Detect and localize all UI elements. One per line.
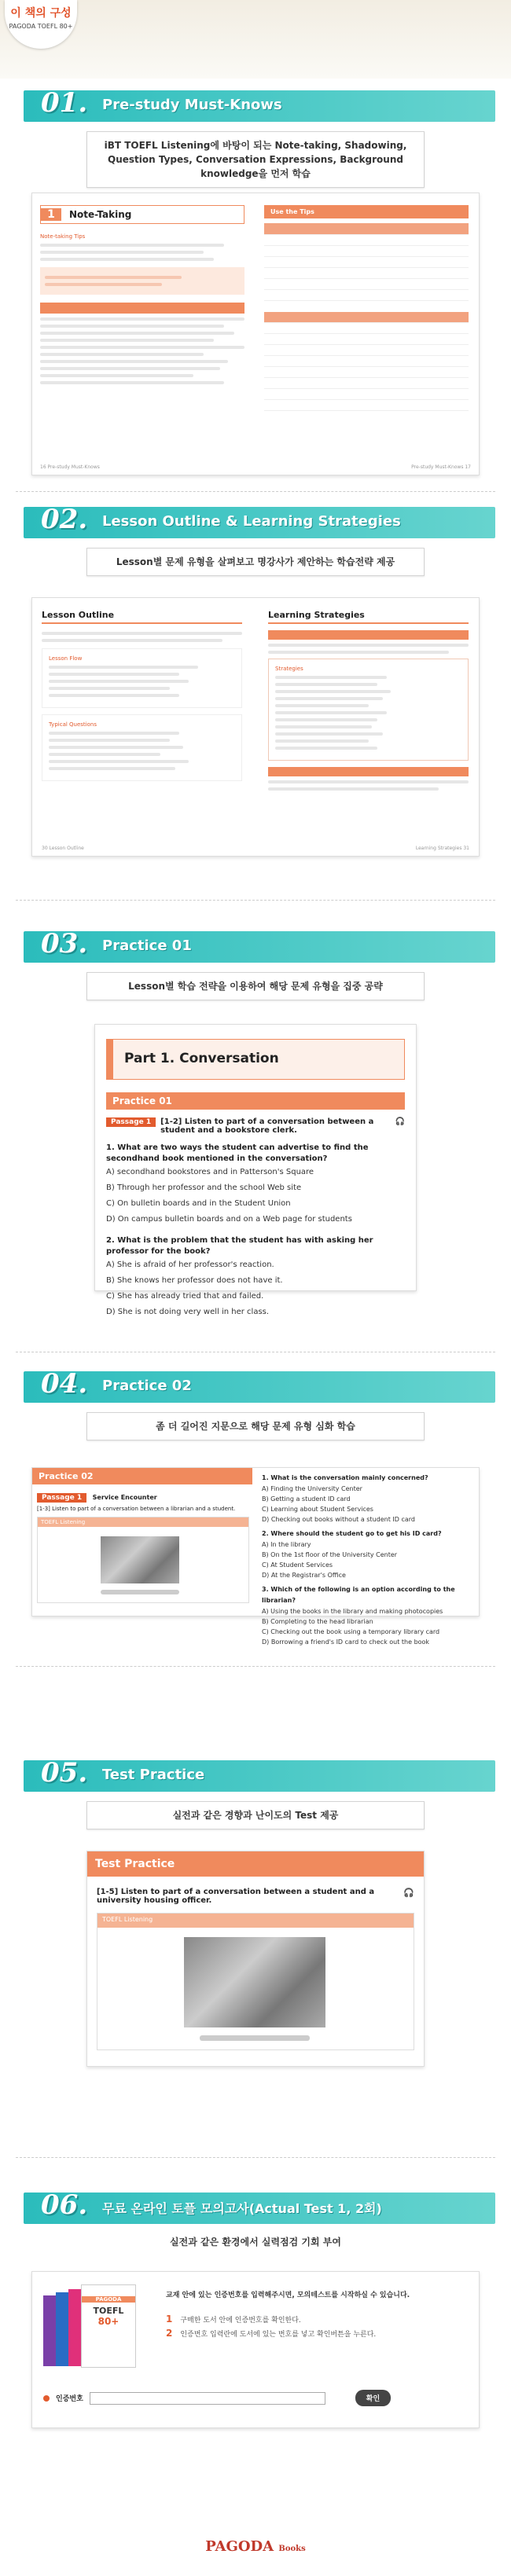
choice[interactable]: D) Checking out books without a student ID card (262, 1516, 415, 1523)
section-title: Practice 01 (102, 938, 192, 954)
section-number: 04. (41, 1368, 88, 1400)
section-description: Lesson별 문제 유형을 살펴보고 명강사가 제안하는 학습전략 제공 (86, 548, 425, 576)
section-number: 03. (41, 928, 88, 960)
sample-page (94, 1024, 417, 1316)
section-banner (24, 87, 495, 122)
section-title: Pre-study Must-Knows (102, 97, 282, 113)
choice[interactable]: D) On campus bulletin boards and on a Web page for students (106, 1215, 352, 1224)
section-number: 01. (41, 87, 88, 119)
confirm-button[interactable]: 확인 (355, 2390, 391, 2406)
choice[interactable]: B) On the 1st floor of the University Center (262, 1551, 398, 1558)
cover-header (0, 0, 511, 79)
right-heading: Use the Tips (264, 205, 469, 218)
part-title: Part 1. Conversation (124, 1051, 279, 1066)
audio-icon[interactable]: 🎧 (403, 1888, 414, 1898)
section-banner (24, 2189, 495, 2224)
choice[interactable]: B) She knows her professor does not have it. (106, 1276, 283, 1285)
sample-spread (31, 597, 480, 857)
passage-label: Passage 1 (37, 1493, 86, 1503)
choice[interactable]: C) At Student Services (262, 1561, 333, 1569)
book-title: TOEFL (93, 2306, 124, 2316)
step-1: 구매한 도서 안에 인증번호를 확인한다. (180, 2316, 301, 2325)
sample-spread (31, 193, 480, 475)
code-input[interactable] (90, 2392, 325, 2405)
section-description: Lesson별 학습 전략을 이용하여 해당 문제 유형을 집중 공략 (86, 972, 425, 1000)
section-description: 좀 더 길어진 지문으로 해당 문제 유형 심화 학습 (86, 1412, 425, 1440)
footer-left: 16 Pre-study Must-Knows (40, 464, 100, 470)
choice[interactable]: D) She is not doing very well in her class. (106, 1308, 270, 1316)
section-number: 05. (41, 1757, 88, 1789)
passage-prompt: [1-5] Listen to part of a conversation between a student and a university housing officer. (97, 1888, 375, 1905)
step-2: 인증번호 입력란에 도서에 있는 번호를 넣고 확인버튼을 누른다. (180, 2330, 377, 2339)
choice[interactable]: A) Finding the University Center (262, 1485, 362, 1492)
choice[interactable]: B) Completing to the head librarian (262, 1618, 373, 1625)
audio-icon[interactable]: 🎧 (395, 1117, 405, 1126)
footer-left: 30 Lesson Outline (42, 846, 84, 851)
divider (16, 900, 495, 901)
passage-prompt: [1-3] Listen to part of a conversation between a librarian and a student. (37, 1506, 236, 1512)
typical-questions-label: Typical Questions (49, 721, 97, 728)
choice[interactable]: A) Using the books in the library and making photocopies (262, 1608, 443, 1615)
strategies-label: Strategies (275, 666, 303, 672)
question-2: 2. What is the problem that the student has with asking her professor for the book? (106, 1236, 373, 1256)
footer-right: Pre-study Must-Knows 17 (411, 464, 471, 470)
choice[interactable]: B) Getting a student ID card (262, 1495, 351, 1503)
choice[interactable]: C) She has already tried that and failed. (106, 1292, 264, 1301)
panel-label: TOEFL Listening (38, 1517, 248, 1527)
panel-label: TOEFL Listening (97, 1914, 414, 1928)
brand-label: PAGODA TOEFL 80+ (9, 23, 73, 30)
footer-right: Learning Strategies 31 (415, 846, 469, 851)
sample-page (86, 1851, 425, 2067)
passage-label: Passage 1 (106, 1117, 156, 1127)
title-badge (5, 0, 77, 49)
choice[interactable]: C) Learning about Student Services (262, 1506, 373, 1513)
chapter-number: 1 (41, 208, 61, 221)
audio-progress-bar[interactable] (200, 2035, 310, 2041)
section-number: 02. (41, 504, 88, 535)
book-score: 80+ (97, 2316, 119, 2327)
section-banner (24, 928, 495, 963)
bullet-icon (43, 2395, 50, 2402)
divider (16, 491, 495, 492)
question-1: 1. What is the conversation mainly concerned? (262, 1474, 428, 1481)
choice[interactable]: C) Checking out the book using a temporary library card (262, 1628, 440, 1635)
question-2: 2. Where should the student go to get his ID card? (262, 1530, 442, 1537)
passage-name: Service Encounter (92, 1494, 157, 1501)
divider (16, 2157, 495, 2158)
notice-text: 교재 안에 있는 인증번호를 입력해주시면, 모의테스트를 시작하실 수 있습니다. (166, 2292, 410, 2299)
book-brand: PAGODA (82, 2296, 135, 2303)
book-covers (43, 2281, 142, 2376)
choice[interactable]: A) secondhand bookstores and in Patterson's Square (106, 1168, 314, 1176)
lesson-flow-label: Lesson Flow (49, 655, 83, 662)
choice[interactable]: D) Borrowing a friend's ID card to check out the book (262, 1638, 430, 1646)
question-1: 1. What are two ways the student can advertise to find the secondhand book mentioned in the conversation? (106, 1143, 369, 1163)
choice[interactable]: B) Through her professor and the school Web site (106, 1183, 302, 1192)
section-description: 실전과 같은 경향과 난이도의 Test 제공 (86, 1801, 425, 1829)
practice-title: Practice 01 (106, 1092, 405, 1110)
section-title: Test Practice (102, 1767, 205, 1783)
section-description: iBT TOEFL Listening에 바탕이 되는 Note-taking, Shadowing, Question Types, Conversation Expressions, Background knowledge을 먼저 학습 (86, 131, 425, 188)
audio-progress-bar[interactable] (101, 1590, 179, 1594)
footer-brand: PAGODA (205, 2538, 274, 2555)
page-title: 이 책의 구성 (10, 7, 72, 20)
practice-title: Practice 02 (32, 1468, 252, 1484)
chapter-heading: Note-Taking (69, 209, 132, 220)
outline-title: Lesson Outline (42, 610, 242, 624)
section-banner (24, 1757, 495, 1792)
code-label: 인증번호 (56, 2395, 83, 2403)
section-banner (24, 1368, 495, 1403)
footer-sub: Books (278, 2545, 306, 2553)
section-number: 06. (41, 2189, 88, 2221)
section-title: Practice 02 (102, 1378, 192, 1394)
choice[interactable]: A) She is afraid of her professor's reaction. (106, 1260, 274, 1269)
strategies-title: Learning Strategies (268, 610, 469, 624)
section-title: 무료 온라인 토플 모의고사(Actual Test 1, 2회) (102, 2201, 382, 2216)
conversation-photo (184, 1937, 325, 2027)
section-title: Lesson Outline & Learning Strategies (102, 513, 401, 530)
conversation-photo (101, 1536, 179, 1583)
online-test-panel: PAGODA TOEFL 80+ 교재 안에 있는 인증번호를 입력해주시면, 모의테스트를 시작하실 수 있습니다. 1 구매한 도서 안에 인증번호를 확인한다. 2 인증번호 입력란에 도서에 있는 번호를 넣고 확인버튼을 누른다. 인증번호 확인 (31, 2271, 480, 2428)
choice[interactable]: D) At the Registrar's Office (262, 1572, 346, 1579)
sample-spread (31, 1467, 480, 1646)
question-3: 3. Which of the following is an option according to the librarian? (262, 1586, 455, 1604)
choice[interactable]: A) In the library (262, 1541, 311, 1548)
section-description: 실전과 같은 환경에서 실력점검 기회 부여 (170, 2237, 341, 2248)
divider (16, 1666, 495, 1667)
tips-label: Note-taking Tips (40, 233, 86, 240)
choice[interactable]: C) On bulletin boards and in the Student Union (106, 1199, 291, 1208)
footer-logo (0, 2538, 511, 2555)
passage-prompt: [1-2] Listen to part of a conversation between a student and a bookstore clerk. (160, 1117, 374, 1135)
test-practice-title: Test Practice (87, 1851, 424, 1877)
section-banner (24, 504, 495, 538)
